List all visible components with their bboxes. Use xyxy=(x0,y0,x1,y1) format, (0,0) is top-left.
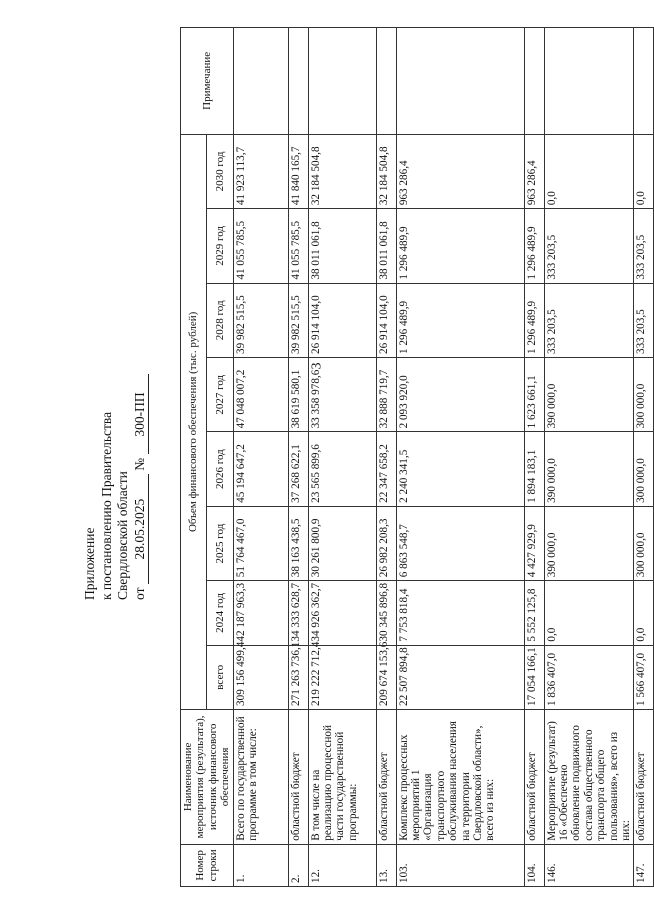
table-row xyxy=(308,28,376,887)
row-note xyxy=(634,28,654,135)
appendix-header xyxy=(82,200,152,600)
header-row-number: Номер строки xyxy=(181,844,234,886)
row-number: 104. xyxy=(524,844,544,886)
value-2029: 333 203,5 xyxy=(544,209,634,283)
row-note xyxy=(396,28,524,135)
decree-number: 300-ПП xyxy=(132,375,150,455)
value-2026: 300 000,0 xyxy=(634,432,654,506)
value-2026: 23 565 899,6 xyxy=(308,432,376,506)
value-2029: 333 203,5 xyxy=(634,209,654,283)
header-year: 2027 год xyxy=(207,358,233,432)
header-year: 2030 год xyxy=(207,134,233,208)
value-total: 271 263 736,1 xyxy=(288,645,308,709)
value-2027: 1 623 661,1 xyxy=(524,358,544,432)
value-2028: 333 203,5 xyxy=(544,283,634,357)
value-2027: 300 000,0 xyxy=(634,358,654,432)
header-funding-group: Объем финансового обеспечения (тыс. рублей) xyxy=(181,134,207,709)
value-2030: 41 840 165,7 xyxy=(288,134,308,208)
table-row xyxy=(524,28,544,887)
row-number: 12. xyxy=(308,844,376,886)
row-number: 1. xyxy=(233,844,288,886)
value-2024: 0,0 xyxy=(634,581,654,645)
value-2027: 47 048 007,2 xyxy=(233,358,288,432)
value-2025: 390 000,0 xyxy=(544,506,634,580)
row-number: 13. xyxy=(376,844,396,886)
value-2025: 30 261 800,9 xyxy=(308,506,376,580)
rotated-table-container xyxy=(180,27,654,887)
appendix-line-2: к постановлению Правительства xyxy=(98,411,114,600)
row-note xyxy=(376,28,396,135)
header-year: 2028 год xyxy=(207,283,233,357)
table-row xyxy=(544,28,634,887)
row-number: 147. xyxy=(634,844,654,886)
value-2024: 34 333 628,7 xyxy=(288,581,308,645)
header-year: 2024 год xyxy=(207,581,233,645)
funding-table xyxy=(180,27,654,887)
value-2030: 963 286,4 xyxy=(396,134,524,208)
row-number: 2. xyxy=(288,844,308,886)
value-2027: 32 888 719,7 xyxy=(376,358,396,432)
row-name: В том числе на реализацию процессной части государственной программы: xyxy=(308,709,376,844)
row-note xyxy=(233,28,288,135)
value-2028: 39 982 515,5 xyxy=(288,283,308,357)
value-2025: 4 427 929,9 xyxy=(524,506,544,580)
number-label: № xyxy=(131,457,147,471)
value-2025: 26 982 208,3 xyxy=(376,506,396,580)
value-2026: 22 347 658,2 xyxy=(376,432,396,506)
value-total: 309 156 499,4 xyxy=(233,645,288,709)
header-note: Примечание xyxy=(181,28,234,135)
row-number: 103. xyxy=(396,844,524,886)
row-name: Мероприятие (результат) 16 «Обеспечено обновление подвижного состава общественного транспорта общего пользования», всего из них: xyxy=(544,709,634,844)
value-2025: 51 764 467,0 xyxy=(233,506,288,580)
value-2027: 33 358 978,6 xyxy=(308,358,376,432)
value-2026: 2 240 341,5 xyxy=(396,432,524,506)
value-2024: 5 552 125,8 xyxy=(524,581,544,645)
value-2024: 42 187 963,3 xyxy=(233,581,288,645)
value-total: 17 054 166,1 xyxy=(524,645,544,709)
row-name: областной бюджет xyxy=(376,709,396,844)
value-2028: 26 914 104,0 xyxy=(308,283,376,357)
value-2030: 0,0 xyxy=(544,134,634,208)
row-note xyxy=(544,28,634,135)
appendix-date-line xyxy=(132,200,150,600)
header-year: 2025 год xyxy=(207,506,233,580)
header-name: Наименование мероприятия (результата), источник финансового обеспечения xyxy=(181,709,234,844)
header-year: 2029 год xyxy=(207,209,233,283)
table-row xyxy=(634,28,654,887)
value-2029: 41 055 785,5 xyxy=(288,209,308,283)
value-2029: 1 296 489,9 xyxy=(524,209,544,283)
value-2028: 39 982 515,5 xyxy=(233,283,288,357)
value-2028: 1 296 489,9 xyxy=(524,283,544,357)
value-2029: 38 011 061,8 xyxy=(376,209,396,283)
value-2027: 390 000,0 xyxy=(544,358,634,432)
value-2030: 0,0 xyxy=(634,134,654,208)
page-number: 3 xyxy=(309,362,325,370)
table-row xyxy=(288,28,308,887)
row-number: 146. xyxy=(544,844,634,886)
header-year: всего xyxy=(207,645,233,709)
value-2025: 6 863 548,7 xyxy=(396,506,524,580)
value-2029: 1 296 489,9 xyxy=(396,209,524,283)
value-2026: 1 894 183,1 xyxy=(524,432,544,506)
appendix-line-3: Свердловской области xyxy=(115,471,130,600)
row-note xyxy=(288,28,308,135)
value-2025: 300 000,0 xyxy=(634,506,654,580)
value-2027: 38 619 580,1 xyxy=(288,358,308,432)
row-name: областной бюджет xyxy=(634,709,654,844)
row-name: областной бюджет xyxy=(524,709,544,844)
value-2024: 7 753 818,4 xyxy=(396,581,524,645)
value-2029: 38 011 061,8 xyxy=(308,209,376,283)
value-2030: 32 184 504,8 xyxy=(308,134,376,208)
value-2025: 38 163 438,5 xyxy=(288,506,308,580)
value-2030: 963 286,4 xyxy=(524,134,544,208)
value-2028: 26 914 104,0 xyxy=(376,283,396,357)
value-2026: 390 000,0 xyxy=(544,432,634,506)
value-total: 1 566 407,0 xyxy=(634,645,654,709)
value-total: 22 507 894,8 xyxy=(396,645,524,709)
value-2024: 34 926 362,7 xyxy=(308,581,376,645)
row-note xyxy=(524,28,544,135)
header-year: 2026 год xyxy=(207,432,233,506)
value-2028: 333 203,5 xyxy=(634,283,654,357)
header-row-1 xyxy=(181,28,207,887)
value-2027: 2 093 920,0 xyxy=(396,358,524,432)
table-row xyxy=(396,28,524,887)
value-total: 219 222 712,4 xyxy=(308,645,376,709)
value-2024: 0,0 xyxy=(544,581,634,645)
value-2026: 37 268 622,1 xyxy=(288,432,308,506)
value-2028: 1 296 489,9 xyxy=(396,283,524,357)
row-name: Комплекс процессных мероприятий 1 «Организация транспортного обслуживания населения на территории Свердловской области», всего из них: xyxy=(396,709,524,844)
decree-date: 28.05.2025 xyxy=(132,474,150,584)
appendix-title: Приложение xyxy=(82,527,97,600)
table-row xyxy=(376,28,396,887)
value-total: 1 836 407,0 xyxy=(544,645,634,709)
table-row xyxy=(233,28,288,887)
row-name: областной бюджет xyxy=(288,709,308,844)
value-total: 209 674 153,6 xyxy=(376,645,396,709)
value-2026: 45 194 647,2 xyxy=(233,432,288,506)
row-note xyxy=(308,28,376,135)
from-label: от xyxy=(131,587,147,600)
value-2029: 41 055 785,5 xyxy=(233,209,288,283)
row-name: Всего по государственной программе в том числе: xyxy=(233,709,288,844)
value-2030: 41 923 113,7 xyxy=(233,134,288,208)
value-2024: 30 345 896,8 xyxy=(376,581,396,645)
value-2030: 32 184 504,8 xyxy=(376,134,396,208)
